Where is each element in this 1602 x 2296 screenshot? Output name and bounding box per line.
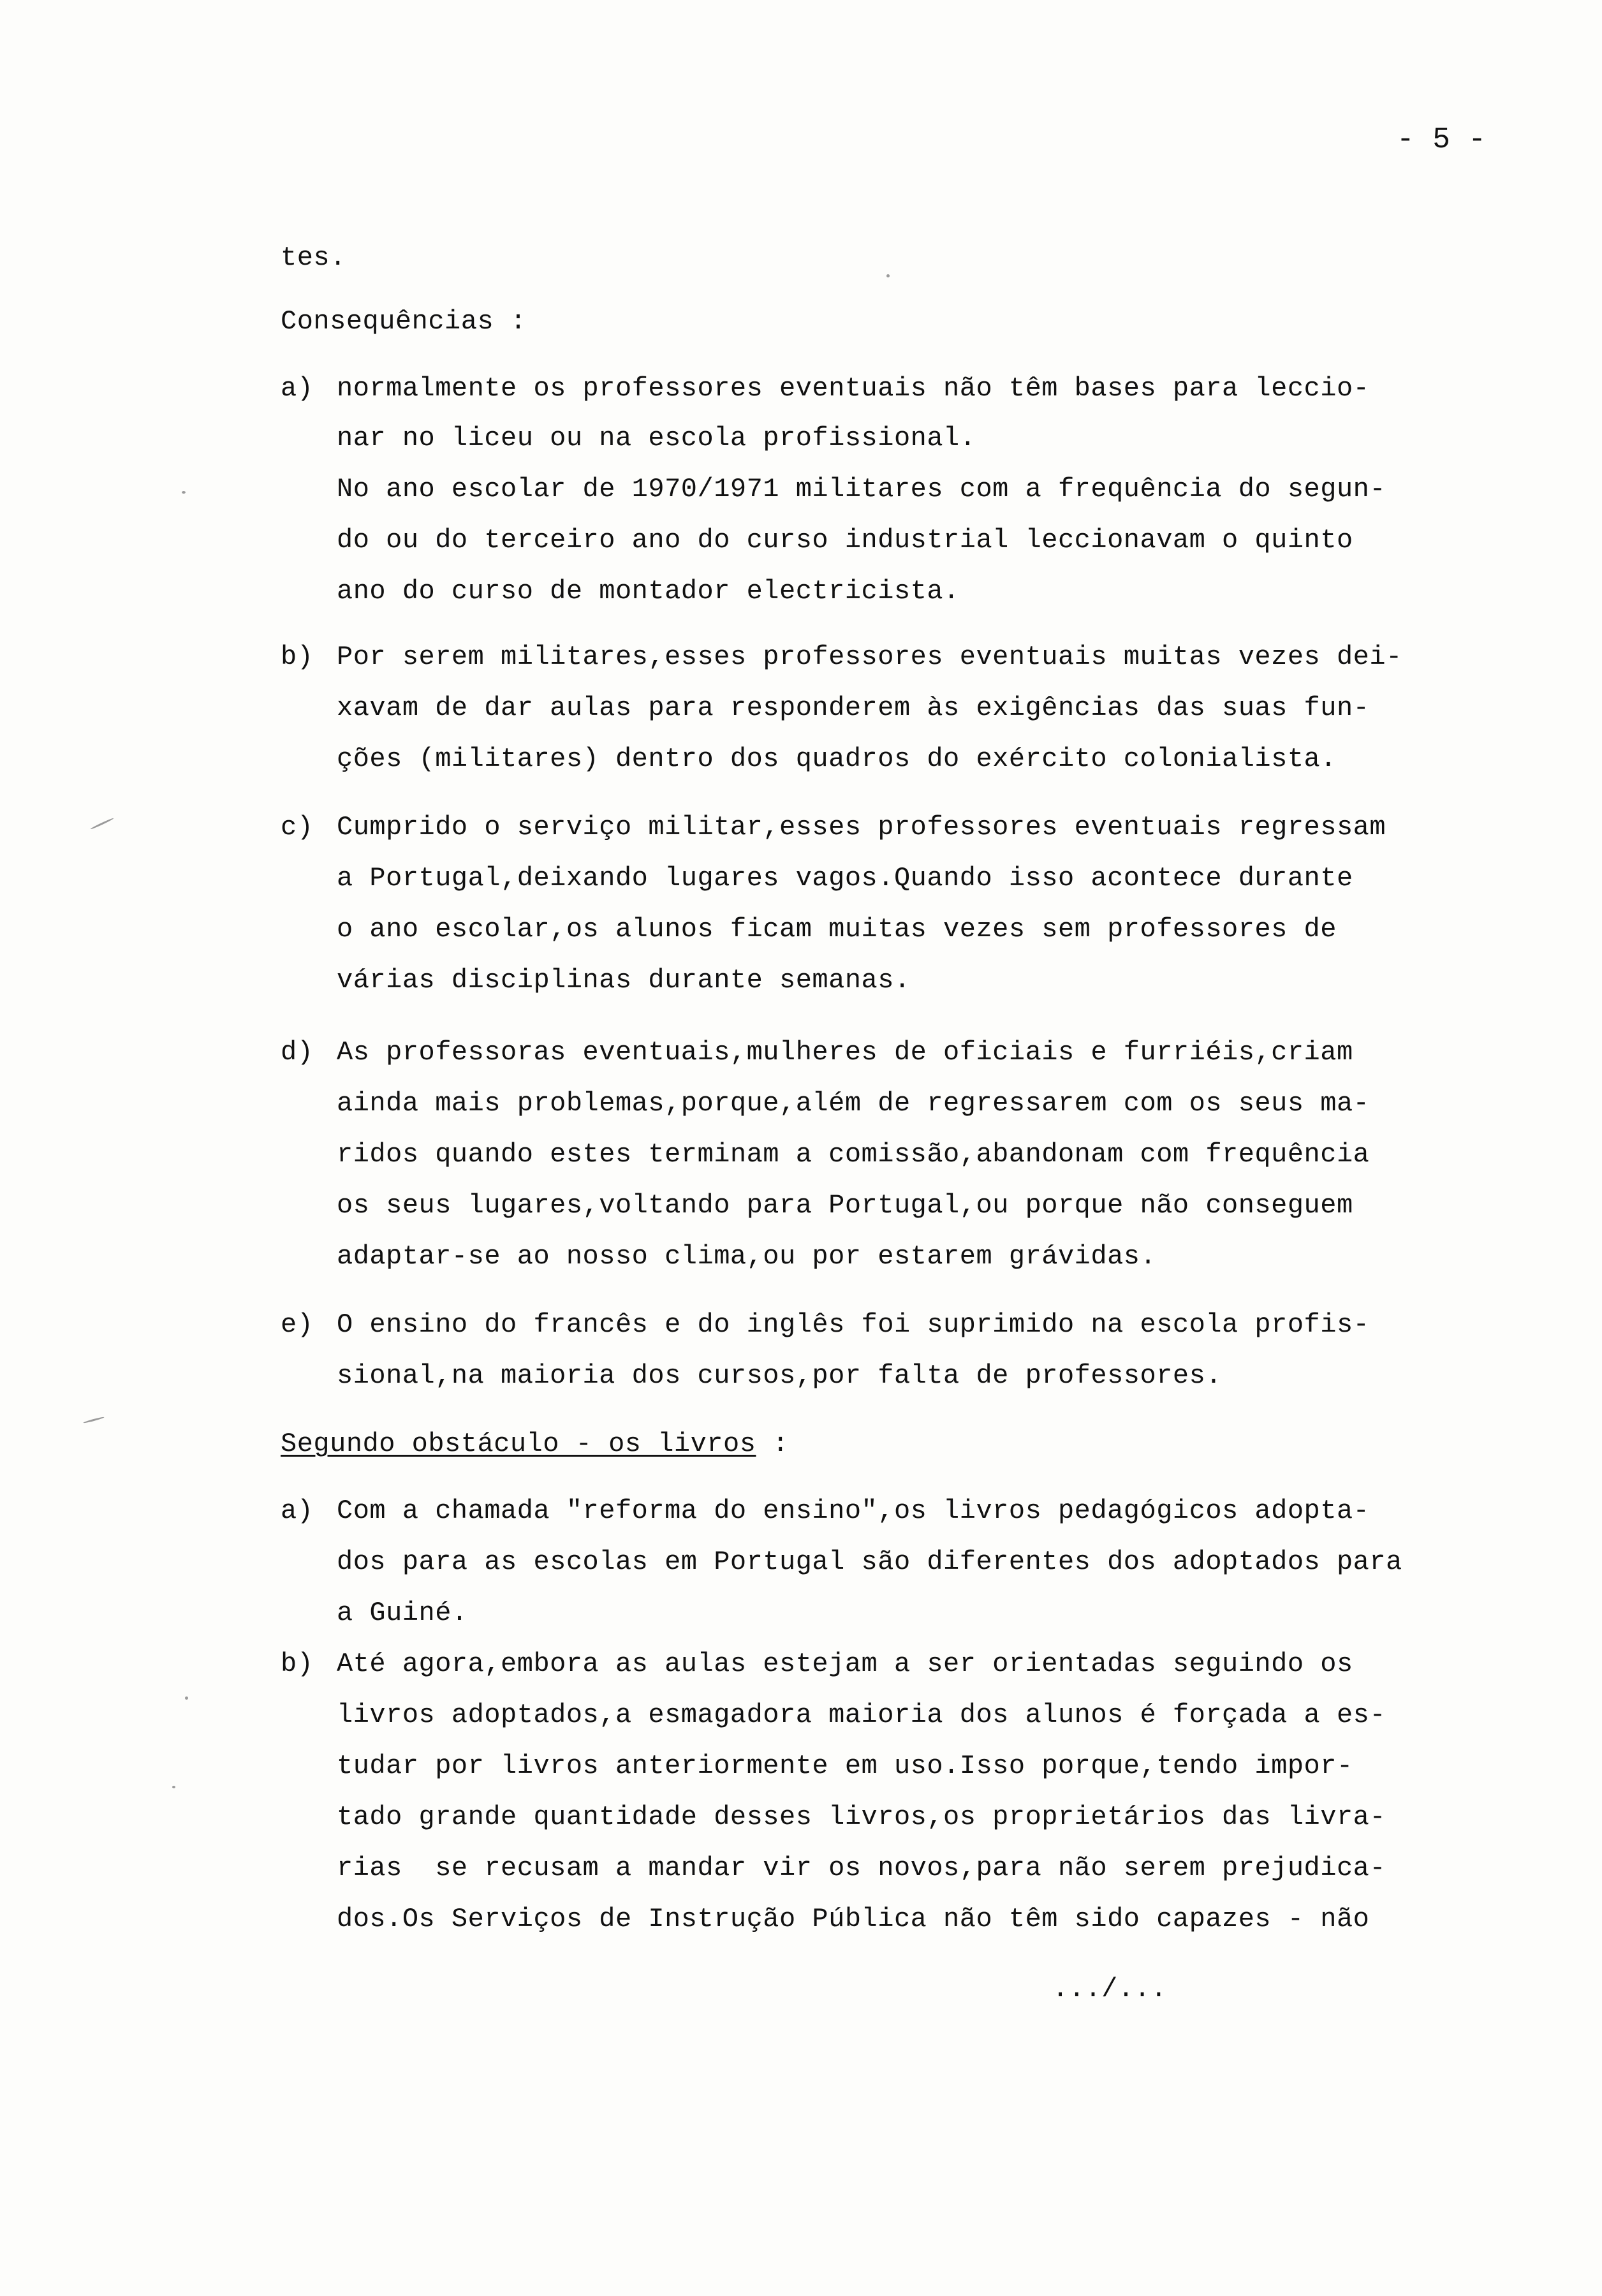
text-line: do ou do terceiro ano do curso industrial leccionavam o quinto [337, 525, 1353, 556]
text-line: ano do curso de montador electricista. [337, 576, 960, 607]
scan-speck [185, 1696, 188, 1700]
text-line: sional,na maioria dos cursos,por falta de professores. [337, 1360, 1223, 1391]
text-line: Até agora,embora as aulas estejam a ser orientadas seguindo os [337, 1649, 1353, 1679]
second-obstacle-heading: Segundo obstáculo - os livros [281, 1429, 756, 1459]
text-line: xavam de dar aulas para responderem às exigências das suas fun- [337, 693, 1370, 723]
text-line: adaptar-se ao nosso clima,ou por estarem grávidas. [337, 1241, 1157, 1272]
list-marker: a) [281, 1496, 314, 1526]
text-line: ridos quando estes terminam a comissão,abandonam com frequência [337, 1139, 1370, 1170]
consequences-heading: Consequências : [281, 306, 527, 337]
text-line: As professoras eventuais,mulheres de oficiais e furriéis,criam [337, 1037, 1353, 1068]
text-line: O ensino do francês e do inglês foi suprimido na escola profis- [337, 1309, 1370, 1340]
text-line: Cumprido o serviço militar,esses professores eventuais regressam [337, 812, 1386, 843]
continuation-word: tes. [281, 242, 346, 273]
scan-speck [90, 818, 114, 830]
text-line: rias se recusam a mandar vir os novos,para não serem prejudica- [337, 1853, 1386, 1883]
heading-colon: : [756, 1429, 789, 1459]
scan-speck [182, 491, 186, 494]
text-line: ções (militares) dentro dos quadros do exército colonialista. [337, 744, 1337, 774]
text-line: Por serem militares,esses professores eventuais muitas vezes dei- [337, 642, 1402, 672]
text-line: dos.Os Serviços de Instrução Pública não têm sido capazes - não [337, 1904, 1370, 1934]
page-number: - 5 - [1397, 123, 1487, 156]
list-marker: c) [281, 812, 314, 843]
text-line: tudar por livros anteriormente em uso.Isso porque,tendo impor- [337, 1751, 1353, 1781]
list-marker: b) [281, 1649, 314, 1679]
list-marker: a) [281, 373, 314, 404]
text-line: Com a chamada "reforma do ensino",os livros pedagógicos adopta- [337, 1496, 1370, 1526]
text-line: a Guiné. [337, 1598, 468, 1628]
text-line: várias disciplinas durante semanas. [337, 965, 911, 996]
list-marker: d) [281, 1037, 314, 1068]
list-marker: b) [281, 642, 314, 672]
text-line: No ano escolar de 1970/1971 militares com a frequência do segun- [337, 474, 1386, 504]
scan-speck [172, 1786, 175, 1788]
text-line: livros adoptados,a esmagadora maioria dos alunos é forçada a es- [337, 1700, 1386, 1730]
scan-speck [886, 274, 890, 277]
list-marker: e) [281, 1309, 314, 1340]
text-line: tado grande quantidade desses livros,os proprietários das livra- [337, 1802, 1386, 1832]
text-line: nar no liceu ou na escola profissional. [337, 423, 976, 453]
continuation-marker: .../... [1052, 1974, 1167, 2005]
text-line: os seus lugares,voltando para Portugal,ou porque não conseguem [337, 1190, 1353, 1221]
text-line: o ano escolar,os alunos ficam muitas vezes sem professores de [337, 914, 1337, 945]
scan-speck [83, 1417, 105, 1424]
text-line: a Portugal,deixando lugares vagos.Quando isso acontece durante [337, 863, 1353, 894]
text-line: normalmente os professores eventuais não têm bases para leccio- [337, 373, 1370, 404]
text-line: ainda mais problemas,porque,além de regressarem com os seus ma- [337, 1088, 1370, 1119]
second-obstacle-heading-row [281, 1429, 789, 1459]
text-line: dos para as escolas em Portugal são diferentes dos adoptados para [337, 1547, 1402, 1577]
